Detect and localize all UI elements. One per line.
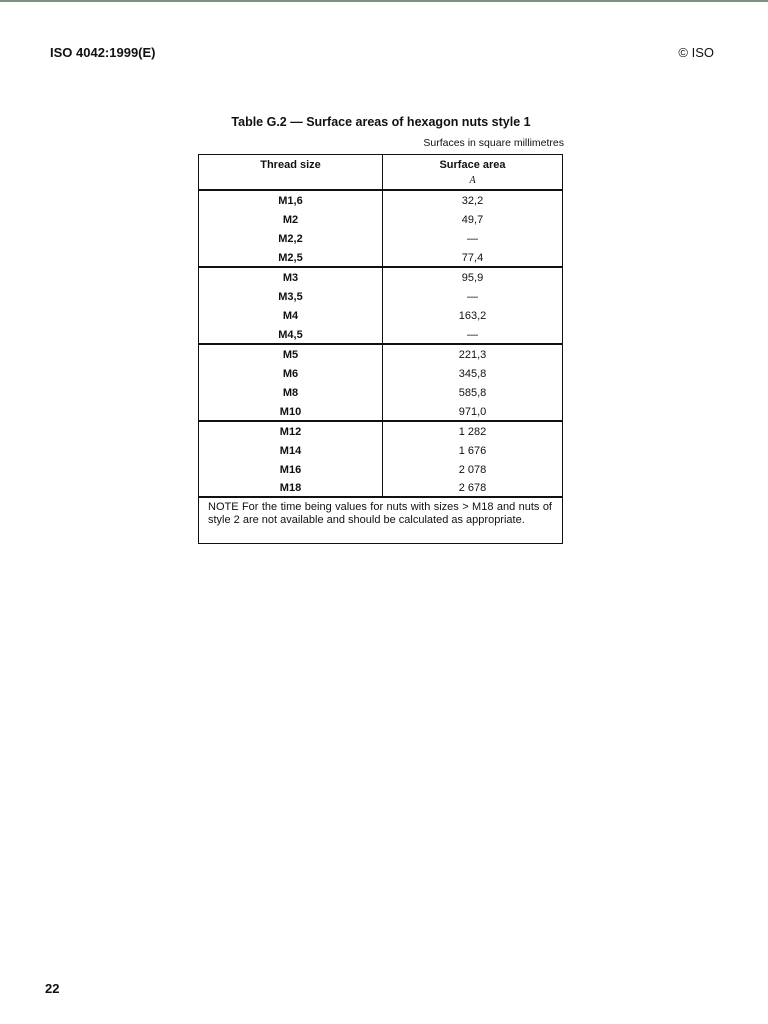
column-header-surface-area: Surface area <box>439 159 506 171</box>
surface-area-cell: 95,9 <box>461 272 484 284</box>
table-row <box>199 307 562 326</box>
table-row <box>199 269 562 288</box>
thread-size-cell: M2,2 <box>278 233 303 245</box>
table-row <box>199 384 562 403</box>
surface-area-cell: 2 078 <box>458 464 487 476</box>
table-row <box>199 326 562 345</box>
table-row <box>199 192 562 211</box>
thread-size-cell: M3,5 <box>278 291 303 303</box>
surface-area-cell: 585,8 <box>458 387 487 399</box>
table-row <box>199 403 562 422</box>
table-row <box>199 479 562 498</box>
page-number: 22 <box>45 981 60 996</box>
table-row <box>199 211 562 230</box>
thread-size-cell: M2 <box>282 214 299 226</box>
thread-size-cell: M1,6 <box>278 195 303 207</box>
thread-size-cell: M3 <box>282 272 299 284</box>
thread-size-cell: M14 <box>279 445 302 457</box>
surface-area-symbol: A <box>469 175 476 186</box>
top-border-line <box>0 0 768 2</box>
table-row <box>199 230 562 249</box>
header-rule <box>199 189 562 191</box>
thread-size-cell: M8 <box>282 387 299 399</box>
surface-area-cell: 49,7 <box>461 214 484 226</box>
surface-area-cell: — <box>467 233 478 245</box>
table-row <box>199 461 562 480</box>
table-row <box>199 442 562 461</box>
copyright-mark: © ISO <box>678 45 714 60</box>
surface-area-cell: 163,2 <box>458 310 487 322</box>
surface-area-cell: 1 676 <box>458 445 487 457</box>
surface-area-cell: 221,3 <box>458 349 487 361</box>
thread-size-cell: M5 <box>282 349 299 361</box>
column-header-thread-size: Thread size <box>260 159 321 171</box>
thread-size-cell: M4,5 <box>278 329 303 341</box>
surface-area-cell: 345,8 <box>458 368 487 380</box>
thread-size-cell: M10 <box>279 406 302 418</box>
thread-size-cell: M12 <box>279 426 302 438</box>
units-note: Surfaces in square millimetres <box>423 137 564 149</box>
surface-area-cell: — <box>467 291 478 303</box>
table-note: NOTE For the time being values for nuts with sizes > M18 and nuts of style 2 are not available and should be calculated as appropriate. <box>208 501 552 526</box>
thread-size-cell: M2,5 <box>278 252 303 264</box>
document-id: ISO 4042:1999(E) <box>50 45 156 60</box>
table-row <box>199 288 562 307</box>
thread-size-cell: M18 <box>279 482 302 494</box>
table-caption: Table G.2 — Surface areas of hexagon nuts style 1 <box>231 115 531 129</box>
surface-area-cell: 1 282 <box>458 426 487 438</box>
thread-size-cell: M4 <box>282 310 299 322</box>
table-row <box>199 365 562 384</box>
surface-area-table <box>198 154 563 544</box>
surface-area-cell: — <box>467 329 478 341</box>
table-row <box>199 346 562 365</box>
surface-area-cell: 971,0 <box>458 406 487 418</box>
surface-area-cell: 77,4 <box>461 252 484 264</box>
table-row <box>199 249 562 268</box>
thread-size-cell: M16 <box>279 464 302 476</box>
surface-area-cell: 32,2 <box>461 195 484 207</box>
table-row <box>199 423 562 442</box>
surface-area-cell: 2 678 <box>458 482 487 494</box>
thread-size-cell: M6 <box>282 368 299 380</box>
